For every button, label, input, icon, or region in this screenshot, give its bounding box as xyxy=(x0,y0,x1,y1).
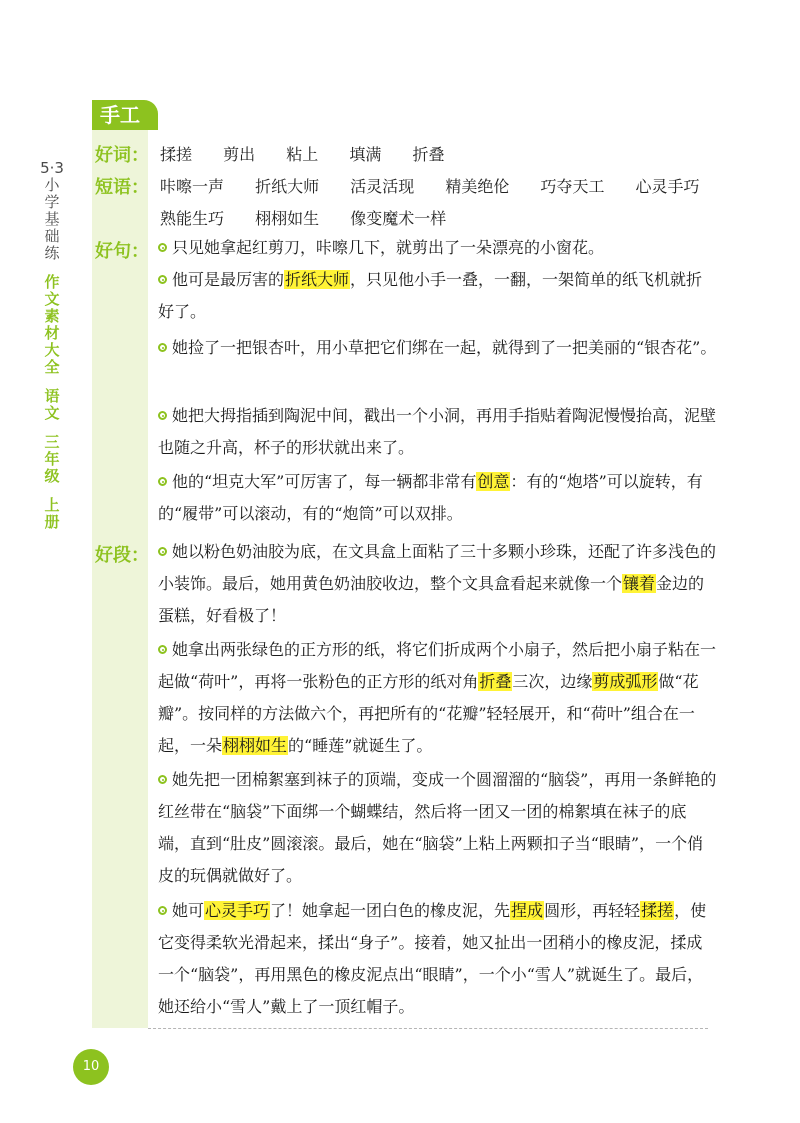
good-paragraphs-label: 好段： xyxy=(95,545,149,566)
page-number: 10 xyxy=(73,1049,109,1085)
phrases-row-1 xyxy=(160,174,718,197)
word-item: 揉搓 xyxy=(160,145,193,164)
paragraph-item: 她先把一团棉絮塞到袜子的顶端，变成一个圆溜溜的“脑袋”，再用一条鲜艳的红丝带在“脑袋”下面绑一个蝴蝶结，然后将一团又一团的棉絮填在袜子的底端，直到“肚皮”圆滚滚。最后，她在“脑袋”上粘上两颗扣子当“眼睛”，一个俏皮的玩偶就做好了。 xyxy=(158,770,717,885)
word-item: 粘上 xyxy=(286,145,319,164)
phrase-item: 精美绝伦 xyxy=(445,177,510,196)
sentence-item: 他可是最厉害的折纸大师，只见他小手一叠，一翻，一架简单的纸飞机就折好了。 xyxy=(158,270,703,321)
bullet-icon xyxy=(158,343,167,352)
phrase-item: 栩栩如生 xyxy=(255,209,320,228)
phrase-item: 活灵活现 xyxy=(350,177,415,196)
highlight: 栩栩如生 xyxy=(223,736,288,755)
good-words-list xyxy=(160,142,462,165)
highlight: 捏成 xyxy=(511,901,544,920)
bullet-icon xyxy=(158,243,167,252)
sentence-item: 她把大拇指插到陶泥中间，戳出一个小洞，再用手指贴着陶泥慢慢抬高，泥壁也随之升高，杯子的形状就出来了。 xyxy=(158,406,717,457)
sidebar-book-info xyxy=(40,160,64,531)
brand-label: 5·3 xyxy=(40,159,64,177)
phrase-item: 折纸大师 xyxy=(255,177,320,196)
good-words-label: 好词： xyxy=(95,145,149,166)
bullet-icon xyxy=(158,275,167,284)
phrases-row-2 xyxy=(160,206,464,229)
phrase-item: 咔嚓一声 xyxy=(160,177,225,196)
highlight: 镶着 xyxy=(623,574,656,593)
sentence-item: 只见她拿起红剪刀，咔嚓几下，就剪出了一朵漂亮的小窗花。 xyxy=(158,232,718,264)
phrase-item: 心灵手巧 xyxy=(635,177,700,196)
highlight: 剪成弧形 xyxy=(593,672,658,691)
word-item: 剪出 xyxy=(223,145,256,164)
bullet-icon xyxy=(158,906,167,915)
highlight: 揉搓 xyxy=(641,901,674,920)
sentence-item: 她捡了一把银杏叶，用小草把它们绑在一起，就得到了一把美丽的“银杏花”。 xyxy=(158,332,718,364)
bullet-icon xyxy=(158,775,167,784)
bullet-icon xyxy=(158,645,167,654)
phrases-label: 短语： xyxy=(95,177,149,198)
volume-label: 上册 xyxy=(44,496,60,531)
bottom-divider xyxy=(148,1028,708,1029)
bullet-icon xyxy=(158,547,167,556)
paragraph-item: 她以粉色奶油胶为底，在文具盒上面粘了三十多颗小珍珠，还配了许多浅色的小装饰。最后，她用黄色奶油胶收边，整个文具盒看起来就像一个镶着金边的蛋糕，好看极了！ xyxy=(158,542,717,625)
section-title: 手工 xyxy=(92,100,158,130)
paragraph-item: 她拿出两张绿色的正方形的纸，将它们折成两个小扇子，然后把小扇子粘在一起做“荷叶”，再将一张粉色的正方形的纸对角折叠三次，边缘剪成弧形做“花瓣”。按同样的方法做六个，再把所有的“花瓣”轻轻展开，和“荷叶”组合在一起，一朵栩栩如生的“睡莲”就诞生了。 xyxy=(158,640,717,755)
word-item: 折叠 xyxy=(412,145,445,164)
good-sentences-label: 好句： xyxy=(95,241,149,262)
paragraph-item: 她可心灵手巧了！她拿起一团白色的橡皮泥，先捏成圆形，再轻轻揉搓，使它变得柔软光滑起来，揉出“身子”。接着，她又扯出一团稍小的橡皮泥，揉成一个“脑袋”，再用黑色的橡皮泥点出“眼睛”，一个小“雪人”就诞生了。最后，她还给小“雪人”戴上了一顶红帽子。 xyxy=(158,901,707,1016)
bullet-icon xyxy=(158,477,167,486)
phrase-item: 巧夺天工 xyxy=(540,177,605,196)
series-label: 小学基础练 xyxy=(44,176,60,262)
phrase-item: 熟能生巧 xyxy=(160,209,225,228)
highlight: 创意 xyxy=(477,472,510,491)
highlight: 折叠 xyxy=(479,672,512,691)
phrase-item: 像变魔术一样 xyxy=(350,209,447,228)
grade-label: 三年级 xyxy=(44,433,60,485)
bullet-icon xyxy=(158,411,167,420)
highlight: 折纸大师 xyxy=(285,270,350,289)
word-item: 填满 xyxy=(349,145,382,164)
book-label: 作文素材大全 xyxy=(44,273,60,376)
sentence-item: 他的“坦克大军”可厉害了，每一辆都非常有创意：有的“炮塔”可以旋转，有的“履带”可以滚动，有的“炮筒”可以双排。 xyxy=(158,472,703,523)
highlight: 心灵手巧 xyxy=(205,901,270,920)
subject-label: 语文 xyxy=(44,387,60,422)
